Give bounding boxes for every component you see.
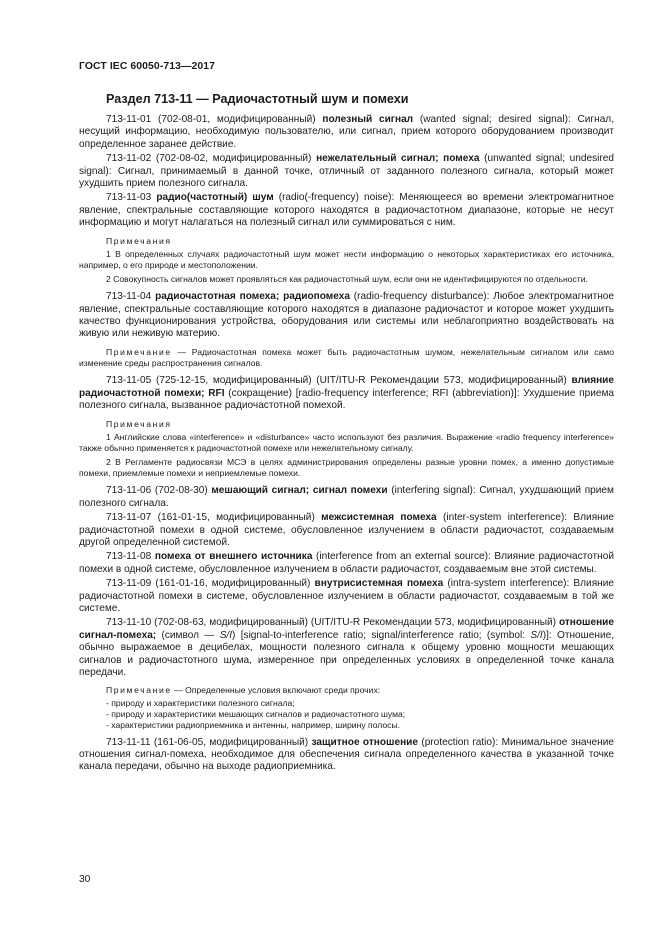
note-text: — Определенные условия включают среди прочих: bbox=[171, 685, 381, 696]
entry-definition: (unwanted signal; undesired signal): Сигнал, принимаемый в данной точке, отличный от заданного полезного сигнала, который может ухудшить прием полезного сигнала. bbox=[79, 153, 614, 190]
page-number: 30 bbox=[79, 874, 91, 885]
entry-definition: (radio(-frequency) noise): Меняющееся во времени электромагнитное явление, спектральные составляющие которого находятся в радиочастотном диапазоне, которые не несут информацию и могут налагаться на полезный сигнал или суммироваться с ним. bbox=[79, 192, 614, 229]
entry-term: внутрисистемная помеха bbox=[314, 578, 444, 590]
entry-term: радиочастотная помеха; радиопомеха bbox=[155, 291, 350, 303]
entry-number: 713-11-05 (725-12-15, модифицированный) (UIT/ITU-R Рекомендации 573, модифицированный) bbox=[106, 375, 572, 387]
entry-713-11-11 bbox=[79, 737, 614, 774]
note-label: Примечание bbox=[106, 346, 172, 357]
list-item: - природу и характеристики полезного сигнала; bbox=[106, 697, 295, 708]
entry-713-11-03 bbox=[79, 192, 614, 229]
entry-number: 713-11-04 bbox=[106, 291, 156, 303]
document-body bbox=[79, 114, 614, 776]
entry-713-11-09 bbox=[79, 578, 614, 615]
note-label: Примечание bbox=[106, 685, 172, 696]
note-item: 2 В Регламенте радиосвязи МСЭ в целях администрирования определены разные уровни помех, а именно допустимые помехи, приемлемые помехи и неприемлемые помехи. bbox=[79, 456, 614, 479]
entry-definition: (сокращение) [radio-frequency interference; RFI (abbreviation)]: Ухудшение приема полезного сигнала, вызванное радиочастотной помехой. bbox=[79, 387, 615, 412]
entry-713-11-04 bbox=[79, 291, 614, 341]
entry-definition: (interference from an external source): Влияние радиочастотной помехи в одной системе, обусловленное излучением в области радиочастот, создаваемым вне этой системы. bbox=[79, 551, 614, 575]
entry-definition-c: )]: Отношение, обычно выражаемое в децибелах, мощности полезного сигнала к общему уровню мощности мешающих сигналов и радиочастотного шума, измеренное при определенных условиях в определенной точке канала передачи. bbox=[79, 629, 614, 679]
notes-label: Примечания bbox=[106, 418, 172, 429]
entry-713-11-06 bbox=[79, 485, 614, 510]
entry-term: отношение сигнал-помеха; bbox=[79, 617, 614, 641]
note-inline bbox=[79, 685, 614, 696]
entry-definition-b: ) [signal-to-interference ratio; signal/interference ratio; (symbol: bbox=[232, 629, 531, 641]
section-title: Раздел 713-11 — Радиочастотный шум и помехи bbox=[106, 92, 409, 106]
entry-number: 713-11-09 (161-01-16, модифицированный) bbox=[106, 578, 315, 590]
entry-713-11-02 bbox=[79, 153, 614, 190]
entry-713-11-10 bbox=[79, 617, 614, 679]
entry-number: 713-11-10 (702-08-63, модифицированный) (UIT/ITU-R Рекомендации 573, модифицированный) bbox=[106, 617, 559, 629]
symbol: S/I bbox=[219, 629, 233, 641]
entry-term: нежелательный сигнал; помеха bbox=[316, 153, 480, 165]
note-text: — Радиочастотная помеха может быть радиочастотным шумом, нежелательным сигналом или само изменение среды распространения сигналов. bbox=[79, 346, 614, 369]
entry-number: 713-11-11 (161-06-05, модифицированный) bbox=[106, 736, 312, 748]
entry-definition: (wanted signal; desired signal): Сигнал, несущий информацию, необходимую пользователю, или сигнал, прием которого оборудованием производит определенное заранее действие. bbox=[79, 114, 614, 150]
list-item: - природу и характеристики мешающих сигналов и радиочастотного шума; bbox=[106, 708, 406, 719]
note-item: 1 Английские слова «interference» и «disturbance» часто используют без различия. Выражение «radio frequency interference» также обычно применяется к радиочастотной помехе или нежелательному сигналу. bbox=[79, 431, 614, 453]
entry-term: помеха от внешнего источника bbox=[154, 551, 313, 563]
standard-header: ГОСТ IEC 60050-713—2017 bbox=[79, 61, 216, 72]
entry-713-11-05 bbox=[79, 375, 614, 412]
entry-definition: (inter-system interference): Влияние радиочастотной помехи в одной системе, обусловленное излучением в области радиочастот, создаваемым другой определенной системой. bbox=[79, 512, 614, 548]
note-inline bbox=[79, 347, 614, 369]
entry-definition-a: (символ — bbox=[156, 629, 220, 641]
entry-term: радио(частотный) шум bbox=[156, 192, 274, 204]
note-item: 1 В определенных случаях радиочастотный шум может нести информацию о некоторых характеристиках его источника, например, о его природе и местоположении. bbox=[79, 248, 614, 270]
entry-definition: (interfering signal): Сигнал, ухудшающий прием полезного сигнала. bbox=[79, 485, 614, 509]
entry-number: 713-11-06 (702-08-30) bbox=[106, 485, 212, 497]
entry-term: влияние радиочастотной помехи; RFI bbox=[79, 375, 614, 399]
symbol: S/I bbox=[530, 629, 543, 641]
entry-number: 713-11-02 (702-08-02, модифицированный) bbox=[106, 153, 317, 165]
notes-label: Примечания bbox=[106, 235, 172, 246]
entry-number: 713-11-08 bbox=[106, 551, 155, 563]
entry-713-11-08 bbox=[79, 551, 614, 576]
entry-term: межсистемная помеха bbox=[321, 512, 437, 524]
entry-number: 713-11-01 (702-08-01, модифицированный) bbox=[106, 114, 323, 125]
entry-definition: (intra-system interference): Влияние радиочастотной помехи в системе, обусловленное излучением в области радиочастот, создаваемым в той же системе. bbox=[79, 578, 614, 614]
entry-term: мешающий сигнал; сигнал помехи bbox=[211, 485, 388, 497]
entry-713-11-07 bbox=[79, 512, 614, 549]
entry-number: 713-11-07 (161-01-15, модифицированный) bbox=[106, 512, 322, 524]
list-item: - характеристики радиоприемника и антенны, например, ширину полосы. bbox=[106, 719, 401, 730]
entry-term: полезный сигнал bbox=[322, 114, 414, 125]
entry-number: 713-11-03 bbox=[106, 192, 157, 204]
entry-definition: (radio-frequency disturbance): Любое электромагнитное явление, спектральные составляющие которого находятся в диапазоне радиочастот и которое может ухудшить качество функционирования устройства, оборудования или системы или неблагоприятно воздействовать на живую или неживую материю. bbox=[79, 291, 615, 340]
entry-definition: (protection ratio): Минимальное значение отношения сигнал-помеха, необходимое для обеспечения сигнала определенного качества в указанной точке канала передачи, обычно на выходе радиоприемника. bbox=[79, 736, 614, 773]
note-item: 2 Совокупность сигналов может проявляться как радиочастотный шум, если они не идентифицируются по отдельности. bbox=[106, 274, 588, 285]
entry-term: защитное отношение bbox=[311, 736, 418, 748]
entry-713-11-01 bbox=[79, 114, 614, 151]
